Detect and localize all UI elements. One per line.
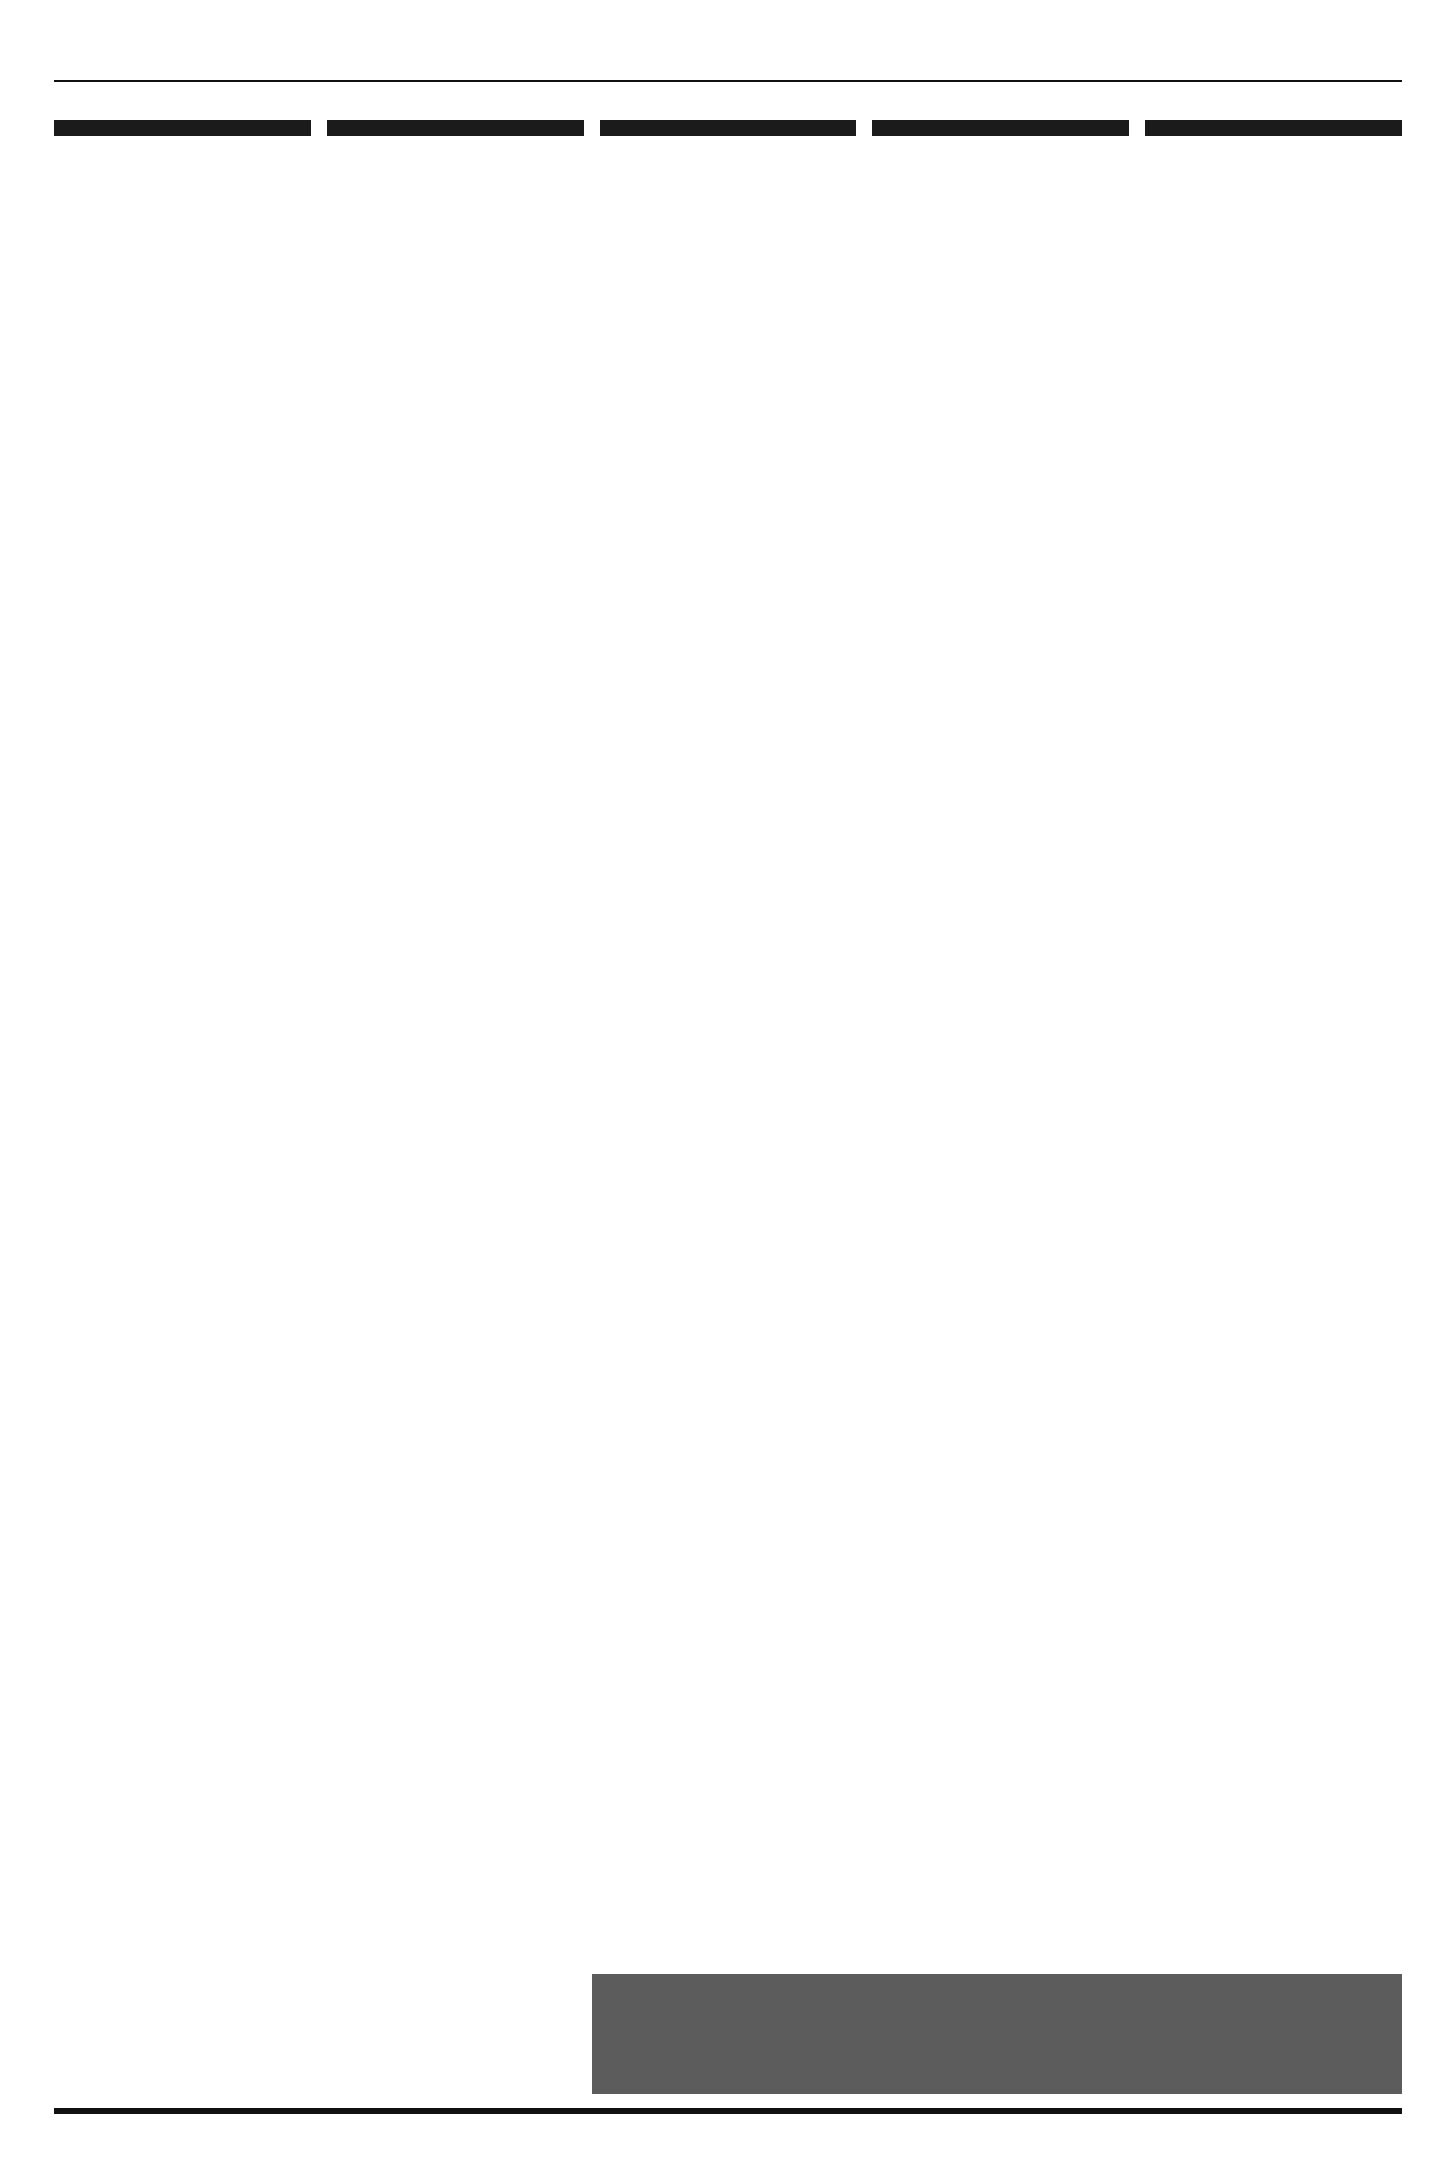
column-1	[54, 108, 311, 2094]
promo-banner	[592, 1974, 1402, 2094]
notice-heading	[1145, 120, 1402, 136]
legal-notices	[54, 108, 1402, 2094]
column-2	[327, 108, 584, 2094]
page-header	[54, 36, 1402, 82]
column-4	[872, 108, 1129, 2094]
column-3	[600, 108, 857, 2094]
notice-heading	[600, 120, 857, 136]
notice-heading	[327, 120, 584, 136]
notice-heading	[54, 120, 311, 136]
bottom-rule	[54, 2108, 1402, 2114]
notice-heading	[872, 120, 1129, 136]
column-5	[1145, 108, 1402, 2094]
